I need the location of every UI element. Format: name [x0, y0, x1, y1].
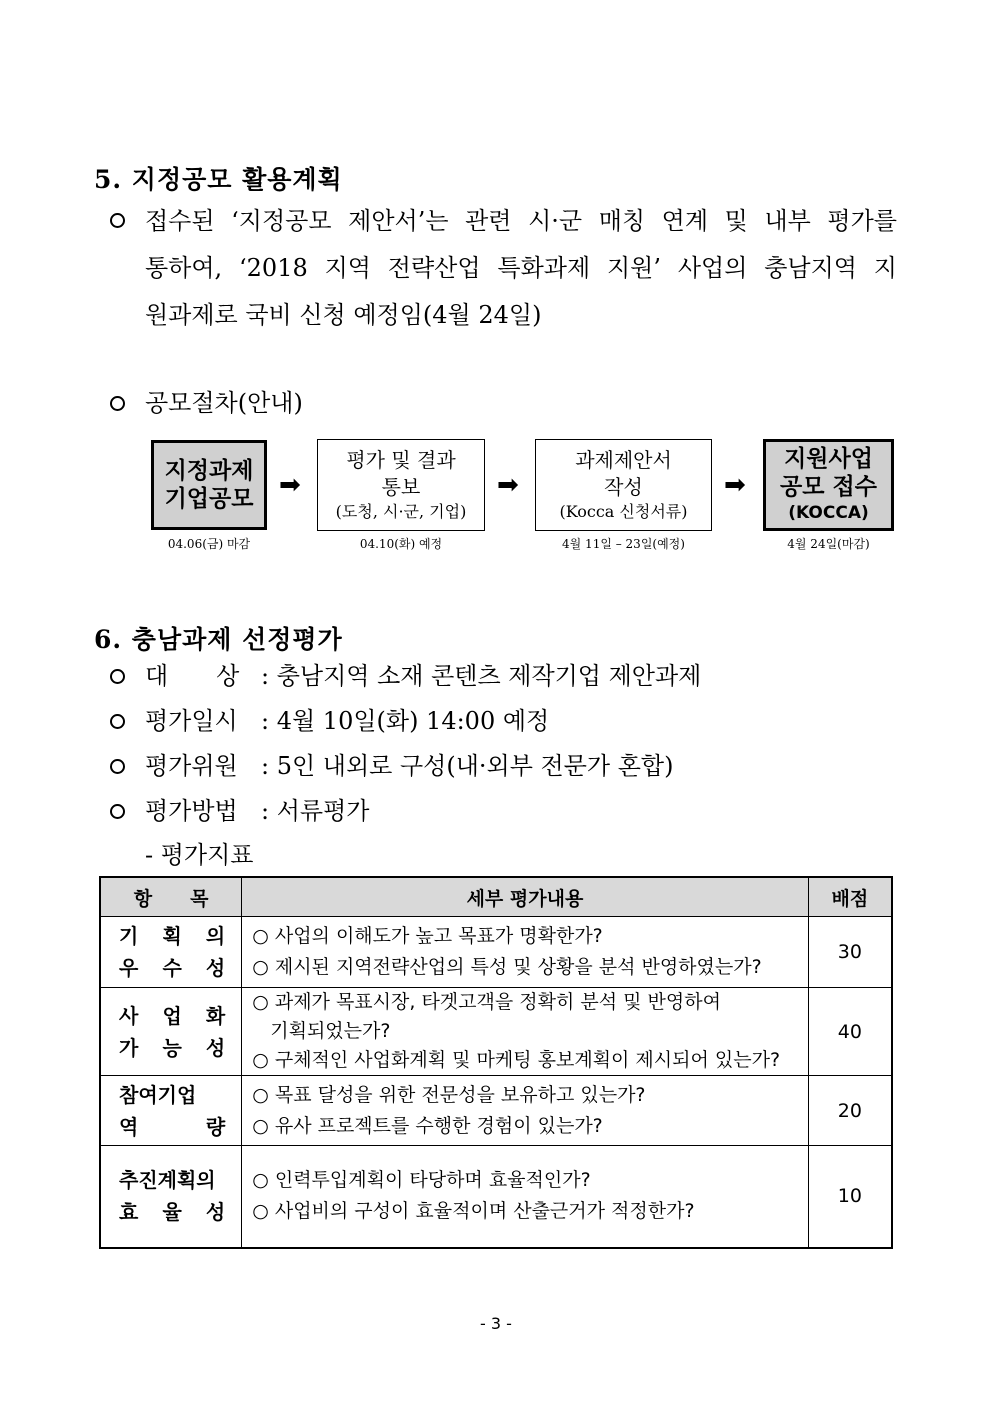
- info-row-panel: [145, 743, 673, 790]
- paragraph-line-3: 원과제로 국비 신청 예정임(4월 24일): [145, 301, 542, 329]
- table-row: [100, 1146, 892, 1248]
- flow-step-1-line-1: 지정과제: [164, 458, 254, 484]
- info-value: : 충남지역 소재 콘텐츠 제작기업 제안과제: [261, 662, 702, 690]
- info-value: : 5인 내외로 구성(내·외부 전문가 혼합): [261, 752, 674, 780]
- section-5-heading: 5. 지정공모 활용계획: [94, 165, 343, 194]
- category-cell: [100, 988, 242, 1076]
- flow-step-4-line-2: 공모 접수: [780, 474, 877, 500]
- detail-line: ○ 제시된 지역전략산업의 특성 및 상황을 분석 반영하였는가?: [252, 956, 762, 978]
- flow-step-3-sub: (Kocca 신청서류): [559, 502, 688, 521]
- category-line: 추진계획의: [119, 1168, 216, 1193]
- flow-step-4: [763, 439, 894, 531]
- page-number: - 3 -: [480, 1314, 512, 1333]
- eval-index-label: - 평가지표: [145, 841, 254, 869]
- category-line: 효 율 성: [119, 1200, 226, 1225]
- flow-step-3: [535, 439, 712, 531]
- score-cell: 30: [808, 917, 892, 988]
- flow-step-2-date: 04.10(화) 예정: [359, 537, 443, 551]
- section-6-heading: 6. 충남과제 선정평가: [94, 625, 343, 654]
- category-line: 기 획 의: [119, 924, 226, 948]
- table-row: [100, 988, 892, 1076]
- flow-step-4-date: 4월 24일(마감): [787, 537, 870, 551]
- detail-line: ○ 과제가 목표시장, 타겟고객을 정확히 분석 및 반영하여: [252, 991, 721, 1013]
- flow-step-2-sub: (도청, 시·군, 기업): [335, 502, 467, 521]
- bullet-circle-icon: [110, 804, 125, 819]
- info-label: 대 상: [145, 662, 240, 690]
- detail-line: ○ 목표 달성을 위한 전문성을 보유하고 있는가?: [252, 1083, 646, 1106]
- flow-step-2-line-1: 평가 및 결과: [346, 448, 456, 472]
- score-cell: 40: [808, 988, 892, 1076]
- flow-arrow-icon: ➡: [497, 470, 519, 500]
- category-cell: [100, 917, 242, 988]
- details-cell: [242, 1076, 808, 1146]
- flow-step-1-line-2: 기업공모: [164, 486, 254, 512]
- bullet-circle-icon: [110, 714, 125, 729]
- section-5-paragraph: [145, 198, 897, 339]
- bullet-circle-icon: [110, 396, 125, 411]
- info-value: : 서류평가: [261, 797, 370, 825]
- bullet-circle-icon: [110, 759, 125, 774]
- detail-line: ○ 구체적인 사업화계획 및 마케팅 홍보계획이 제시되어 있는가?: [252, 1049, 781, 1071]
- bullet-circle-icon: [110, 213, 125, 228]
- flow-step-1: [151, 440, 267, 530]
- info-row-date: [145, 698, 549, 745]
- detail-line: ○ 사업의 이해도가 높고 목표가 명확한가?: [252, 925, 603, 947]
- header-score: 배점: [808, 877, 892, 917]
- procedure-label: 공모절차(안내): [145, 389, 303, 417]
- flow-arrow-icon: ➡: [724, 470, 746, 500]
- detail-line: ○ 인력투입계획이 타당하며 효율적인가?: [252, 1169, 591, 1192]
- paragraph-line-2: 통하여, ‘2018 지역 전략산업 특화과제 지원’ 사업의 충남지역 지: [145, 254, 897, 282]
- category-cell: [100, 1076, 242, 1146]
- score-cell: 10: [808, 1146, 892, 1248]
- flow-step-3-date: 4월 11일 – 23일(예정): [562, 537, 685, 551]
- detail-line: ○ 사업비의 구성이 효율적이며 산출근거가 적정한가?: [252, 1200, 695, 1223]
- category-line: 가 능 성: [119, 1035, 226, 1060]
- info-row-method: [145, 788, 369, 835]
- table-header-row: [100, 877, 892, 917]
- category-line: 우 수 성: [119, 956, 226, 980]
- info-label: 평가방법: [145, 797, 238, 825]
- detail-line: 기획되었는가?: [270, 1020, 391, 1042]
- bullet-circle-icon: [110, 669, 125, 684]
- flow-step-4-line-1: 지원사업: [784, 446, 873, 472]
- details-cell: [242, 988, 808, 1076]
- details-cell: [242, 1146, 808, 1248]
- evaluation-table: [99, 876, 893, 1249]
- category-line: 참여기업: [119, 1082, 197, 1107]
- flow-step-3-line-2: 작성: [604, 475, 643, 499]
- category-line: 사 업 화: [119, 1003, 226, 1028]
- category-line: 역 량: [119, 1114, 226, 1139]
- flow-step-1-date: 04.06(금) 마감: [167, 537, 251, 551]
- flow-arrow-icon: ➡: [279, 470, 301, 500]
- flow-step-2: [317, 439, 485, 531]
- category-cell: [100, 1146, 242, 1248]
- info-value: : 4월 10일(화) 14:00 예정: [261, 707, 550, 735]
- details-cell: [242, 917, 808, 988]
- flow-step-2-line-2: 통보: [381, 475, 421, 499]
- info-label: 평가일시: [145, 707, 238, 735]
- info-label: 평가위원: [145, 752, 238, 780]
- score-cell: 20: [808, 1076, 892, 1146]
- table-row: [100, 917, 892, 988]
- detail-line: ○ 유사 프로젝트를 수행한 경험이 있는가?: [252, 1114, 603, 1137]
- flow-step-3-line-1: 과제제안서: [575, 448, 672, 472]
- header-category: 항 목: [100, 877, 242, 917]
- table-row: [100, 1076, 892, 1146]
- paragraph-line-1: 접수된 ‘지정공모 제안서’는 관련 시·군 매칭 연계 및 내부 평가를: [145, 207, 897, 235]
- flow-step-4-sub: (KOCCA): [788, 503, 869, 523]
- header-details: 세부 평가내용: [242, 877, 808, 917]
- info-row-target: [145, 653, 701, 700]
